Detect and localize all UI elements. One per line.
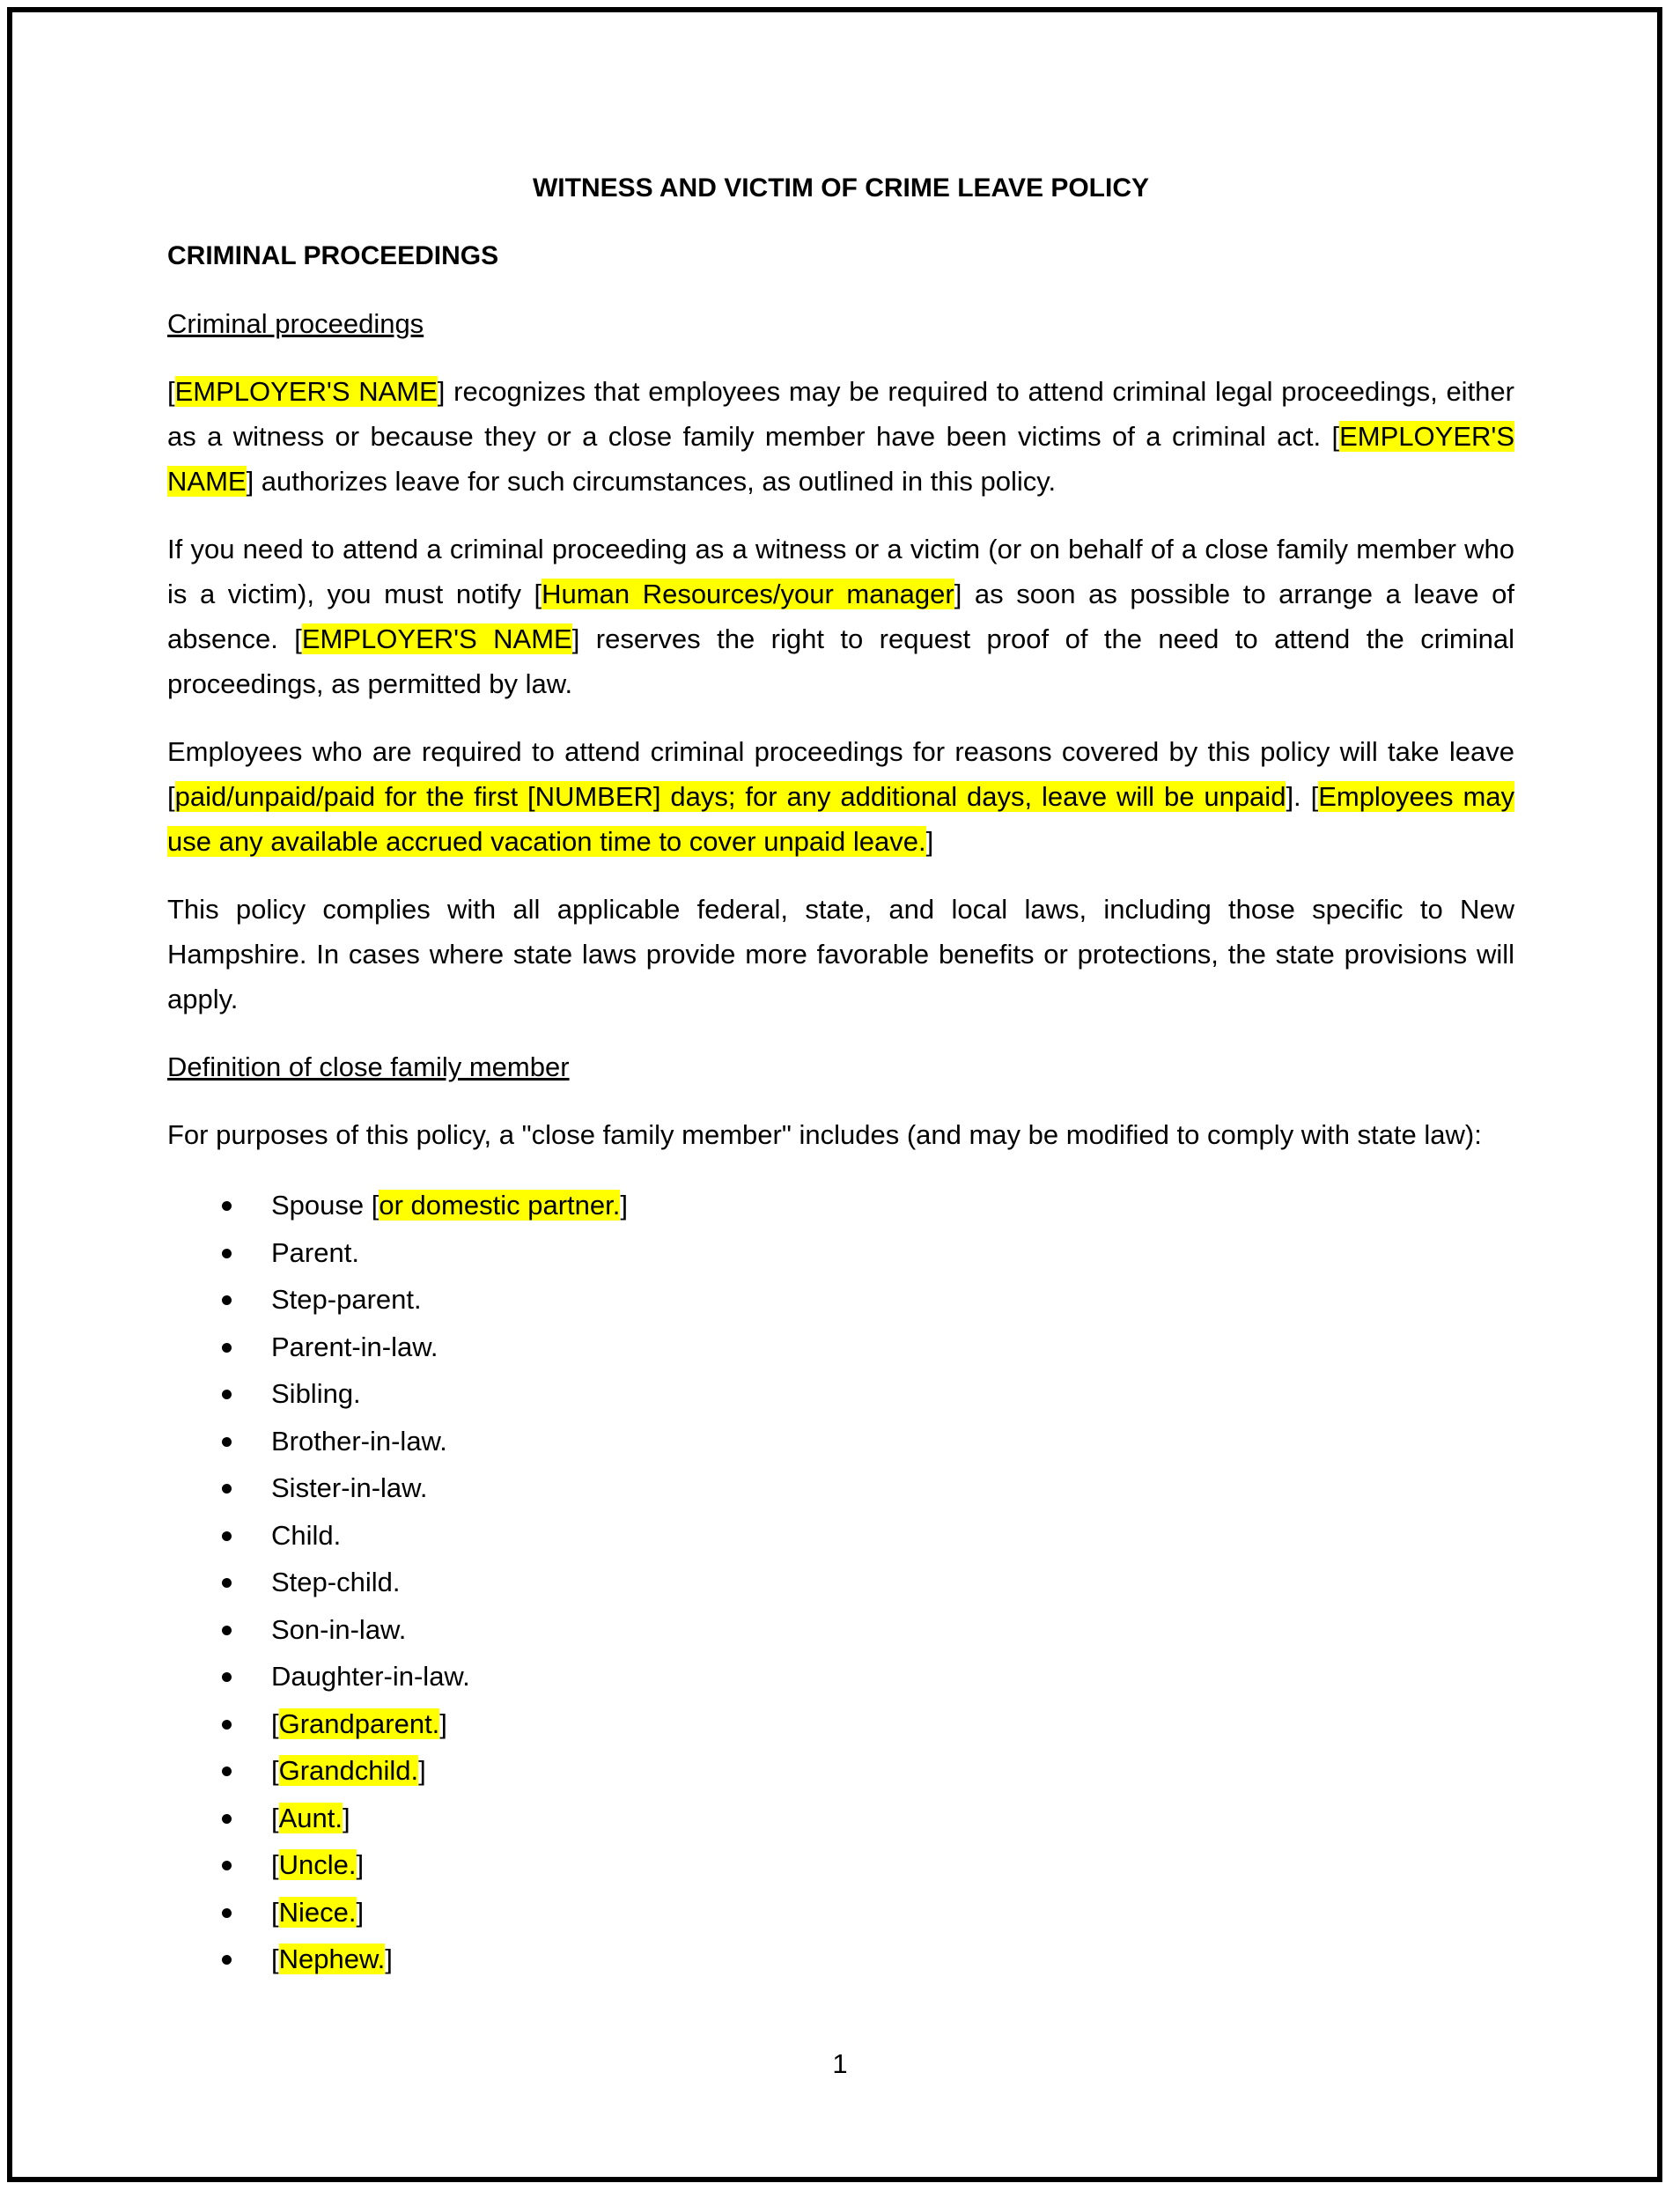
bullet-icon <box>222 1531 232 1541</box>
close-family-member-list <box>167 1182 1514 1983</box>
paragraph-5: For purposes of this policy, a "close family member" includes (and may be modified to comply with state law): <box>167 1119 1482 1150</box>
bullet-icon <box>222 1767 232 1776</box>
list-item-bracket: ] <box>620 1190 628 1221</box>
list-item <box>167 1512 1514 1560</box>
list-item-bracket: ] <box>356 1849 365 1880</box>
section-heading: CRIMINAL PROCEEDINGS <box>167 241 499 270</box>
p2-text-1: If you need to attend a criminal proceeding as a witness or a victim (or on behalf of a close family member who is a victim), you must notify [ <box>167 534 1514 609</box>
document-body <box>167 166 1514 1983</box>
list-item-text: [ <box>271 1802 279 1833</box>
p3-highlight-vacation: Employees may use any available accrued vacation time to cover unpaid leave. <box>167 781 1515 857</box>
p2-highlight-employer-name: EMPLOYER'S NAME <box>301 623 572 654</box>
p1-highlight-employer-name-2: EMPLOYER'S NAME <box>167 421 1514 497</box>
p1-text-open: [ <box>167 376 175 407</box>
paragraph-1 <box>167 369 1514 504</box>
paragraph-3 <box>167 729 1514 864</box>
list-item-text: [ <box>271 1708 279 1739</box>
p3-highlight-paid-unpaid: paid/unpaid/paid for the first [NUMBER] days; for any additional days, leave will be unpaid <box>174 781 1286 812</box>
bullet-icon <box>222 1295 232 1305</box>
p2-text-3: ] reserves the right to request proof of the need to attend the criminal proceedings, as permitted by law. <box>167 623 1515 699</box>
list-item <box>167 1276 1514 1324</box>
list-item-bracket: ] <box>418 1755 426 1786</box>
list-item <box>167 1229 1514 1277</box>
p1-text-end: ] authorizes leave for such circumstances, as outlined in this policy. <box>246 466 1057 497</box>
bullet-icon <box>222 1437 232 1447</box>
paragraph-4: This policy complies with all applicable federal, state, and local laws, including those specific to New Hampshire. In cases where state laws provide more favorable benefits or protections, the state provisions will apply. <box>167 894 1514 1014</box>
list-item-text: Spouse [ <box>271 1190 379 1221</box>
bullet-icon <box>222 1626 232 1635</box>
list-item <box>167 1370 1514 1418</box>
paragraph-2 <box>167 527 1514 706</box>
list-item <box>167 1464 1514 1512</box>
list-item <box>167 1559 1514 1606</box>
list-item <box>167 1606 1514 1654</box>
bullet-icon <box>222 1720 232 1730</box>
bullet-icon <box>222 1955 232 1965</box>
list-item-text: [ <box>271 1944 279 1974</box>
list-item-text: Step-parent. <box>271 1284 422 1315</box>
list-item-highlight: Aunt. <box>278 1802 343 1833</box>
list-item-text: Son-in-law. <box>271 1613 407 1645</box>
subheading-close-family-member: Definition of close family member <box>167 1051 570 1082</box>
list-item-highlight: or domestic partner. <box>379 1190 621 1221</box>
subheading-criminal-proceedings: Criminal proceedings <box>167 308 424 339</box>
list-item-text: Sibling. <box>271 1378 361 1409</box>
list-item <box>167 1747 1514 1795</box>
list-item <box>167 1889 1514 1936</box>
list-item-bracket: ] <box>439 1708 447 1739</box>
bullet-icon <box>222 1814 232 1824</box>
list-item-highlight: Niece. <box>278 1896 357 1928</box>
bullet-icon <box>222 1672 232 1682</box>
list-item-highlight: Uncle. <box>278 1849 357 1880</box>
list-item <box>167 1653 1514 1700</box>
bullet-icon <box>222 1390 232 1399</box>
p2-text-2: ] as soon as possible to arrange a leave of absence. [ <box>167 579 1514 654</box>
list-item <box>167 1700 1514 1748</box>
list-item-text: Parent. <box>271 1236 359 1268</box>
list-item-bracket: ] <box>343 1802 350 1833</box>
list-item-bracket: ] <box>356 1896 365 1928</box>
list-item <box>167 1418 1514 1465</box>
list-item <box>167 1841 1514 1889</box>
list-item-text: [ <box>271 1755 279 1786</box>
bullet-icon <box>222 1201 232 1211</box>
bullet-icon <box>222 1908 232 1918</box>
p3-text-3: ] <box>925 826 934 857</box>
list-item-highlight: Grandparent. <box>278 1708 440 1739</box>
page-number: 1 <box>832 2048 848 2079</box>
list-item-highlight: Grandchild. <box>278 1755 419 1786</box>
p3-text-2: ]. [ <box>1286 781 1319 812</box>
bullet-icon <box>222 1249 232 1258</box>
document-title: WITNESS AND VICTIM OF CRIME LEAVE POLICY <box>532 173 1150 203</box>
bullet-icon <box>222 1343 232 1353</box>
list-item <box>167 1324 1514 1371</box>
p1-highlight-employer-name-1: EMPLOYER'S NAME <box>174 376 438 407</box>
list-item-text: Daughter-in-law. <box>271 1661 470 1692</box>
list-item-text: Parent-in-law. <box>271 1331 438 1362</box>
bullet-icon <box>222 1484 232 1494</box>
list-item <box>167 1182 1514 1229</box>
list-item-text: Step-child. <box>271 1567 401 1597</box>
list-item-text: [ <box>271 1896 279 1928</box>
bullet-icon <box>222 1578 232 1588</box>
list-item <box>167 1795 1514 1842</box>
list-item-text: Brother-in-law. <box>271 1425 447 1457</box>
list-item-text: Child. <box>271 1519 342 1551</box>
list-item-text: Sister-in-law. <box>271 1472 428 1503</box>
bullet-icon <box>222 1861 232 1870</box>
list-item-highlight: Nephew. <box>278 1944 386 1974</box>
list-item-text: [ <box>271 1849 279 1880</box>
list-item-bracket: ] <box>385 1944 393 1974</box>
p3-text-1: Employees who are required to attend criminal proceedings for reasons covered by this policy will take leave [ <box>167 736 1514 812</box>
p2-highlight-hr-manager: Human Resources/your manager <box>542 579 954 609</box>
p1-text-middle: ] recognizes that employees may be required to attend criminal legal proceedings, either as a witness or because they or a close family member have been victims of a criminal act. [ <box>167 376 1514 452</box>
list-item <box>167 1936 1514 1983</box>
